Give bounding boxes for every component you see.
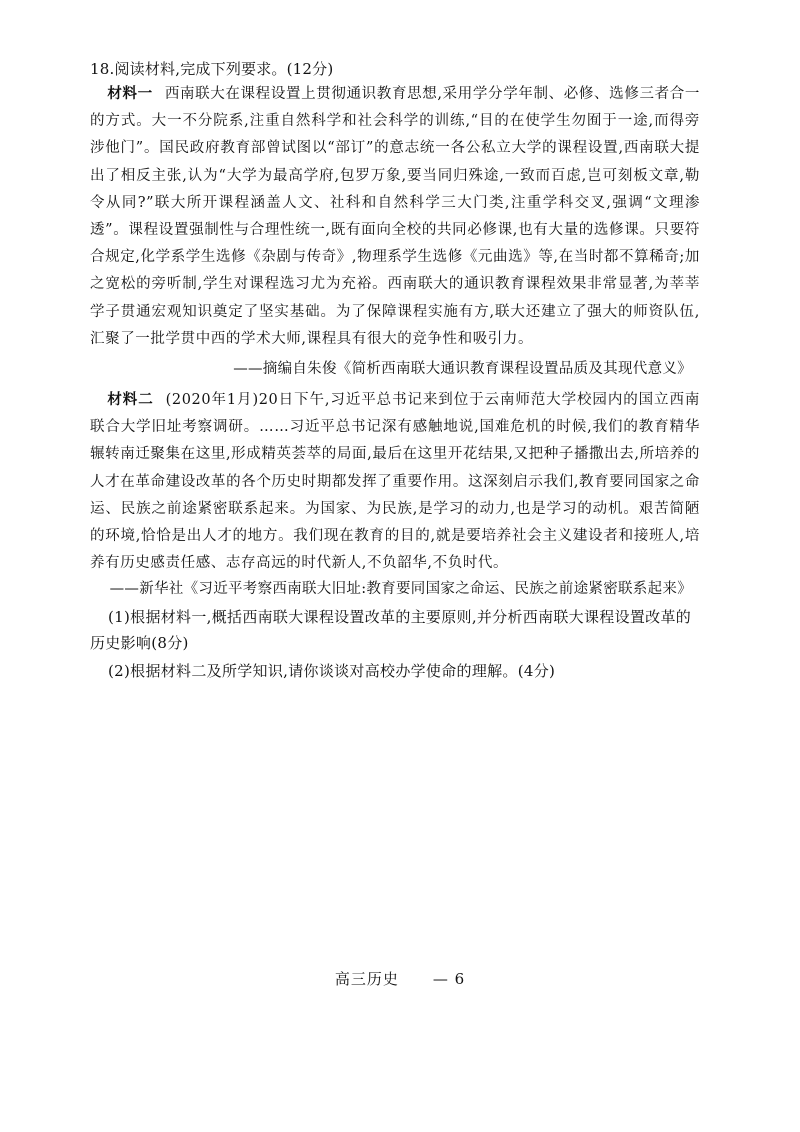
subquestion-1: (1)根据材料一,概括西南联大课程设置改革的主要原则,并分析西南联大课程设置改革的历史影响(8分) xyxy=(90,608,692,652)
material-two-text: (2020年1月)20日下午,习近平总书记来到位于云南师范大学校园内的国立西南联合大学旧址考察调研。……习近平总书记深有感触地说,国难危机的时候,我们的教育精华辗转南迁聚集在这里,形成精英荟萃的局面,最后在这里开花结果,又把种子播撒出去,所培养的人才在革命建设改革的各个历史时期都发挥了重要作用。这深刻启示我们,教育要同国家之命运、民族之前途紧密联系起来。为国家、为民族,是学习的动力,也是学习的动机。艰苦简陋的环境,恰恰是出人才的地方。我们现在教育的目的,就是要培养社会主义建设者和接班人,培养有历史感责任感、志存高远的时代新人,不负韶华,不负时代。 xyxy=(90,392,700,572)
material-one-label: 材料一 xyxy=(107,85,153,102)
question-title: 18.阅读材料,完成下列要求。(12分) xyxy=(90,60,334,78)
material-two-source: ——新华社《习近平考察西南联大旧址:教育要同国家之命运、民族之前途紧密联系起来》 xyxy=(109,581,692,597)
material-two xyxy=(90,386,700,577)
page-footer xyxy=(0,968,800,990)
material-one-source: ——摘编自朱俊《简析西南联大通识教育课程设置品质及其现代意义》 xyxy=(233,361,692,377)
material-one xyxy=(90,80,700,353)
material-one-text: 西南联大在课程设置上贯彻通识教育思想,采用学分学年制、必修、选修三者合一的方式。大一不分院系,注重自然科学和社会科学的训练,“目的在使学生勿囿于一途,而得旁涉他门”。国民政府教育部曾试图以“部订”的意志统一各公私立大学的课程设置,西南联大提出了相反主张,认为“大学为最高学府,包罗万象,要当同归殊途,一致而百虑,岂可刻板文章,勒令从同?”联大所开课程涵盖人文、社科和自然科学三大门类,注重学科交叉,强调“文理渗透”。课程设置强制性与合理性统一,既有面向全校的共同必修课,也有大量的选修课。只要符合规定,化学系学生选修《杂剧与传奇》,物理系学生选修《元曲选》等,在当时都不算稀奇;加之宽松的旁听制,学生对课程选习尤为充裕。西南联大的通识教育课程效果非常显著,为莘莘学子贯通宏观知识奠定了坚实基础。为了保障课程实施有方,联大还建立了强大的师资队伍,汇聚了一批学贯中西的学术大师,课程具有很大的竞争性和吸引力。 xyxy=(90,86,701,347)
subquestion-2: (2)根据材料二及所学知识,请你谈谈对高校办学使命的理解。(4分) xyxy=(108,662,556,680)
footer-subject: 高三历史 xyxy=(334,970,399,988)
material-two-label: 材料二 xyxy=(107,391,154,408)
footer-page-number: — 6 xyxy=(432,970,466,988)
